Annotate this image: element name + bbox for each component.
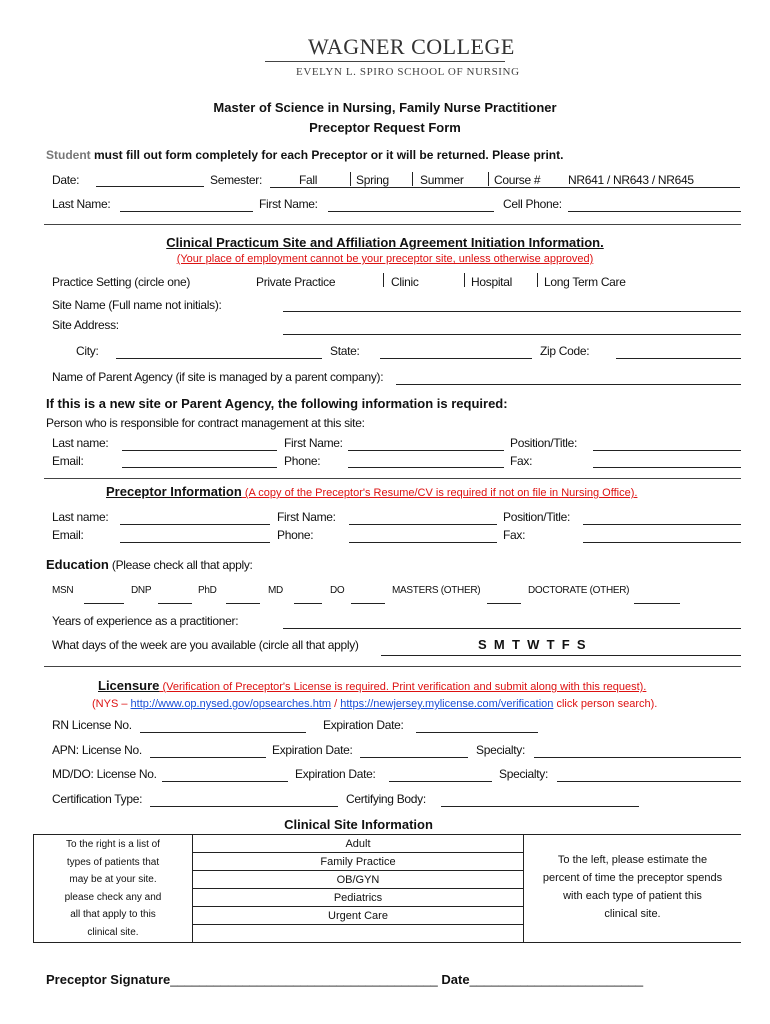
days-available-label: What days of the week are you available (circle all that apply) [52,638,359,652]
setting-ltc[interactable]: Long Term Care [544,275,626,289]
degree-msn-check[interactable] [84,603,124,604]
state-field[interactable] [380,358,532,359]
apn-license-field[interactable] [150,757,266,758]
clinical-right-cell [524,835,742,943]
newsite-firstname-field[interactable] [348,450,504,451]
left-text-line: please check any and [64,891,162,903]
education-heading-row [46,556,253,574]
degree-masters-other: MASTERS (OTHER) [392,585,481,596]
parent-agency-field[interactable] [396,384,741,385]
nys-link[interactable]: http://www.op.nysed.gov/opsearches.htm [130,698,332,710]
signature-line[interactable]: _____________________________________ [170,972,438,987]
semester-fall[interactable]: Fall [299,173,318,187]
preceptor-note: (A copy of the Preceptor's Resume/CV is required if not on file in Nursing Office). [241,487,638,499]
degree-phd-check[interactable] [226,603,260,604]
type-adult[interactable]: Adult [193,835,524,853]
licensure-heading-row [98,678,646,693]
preceptor-heading: Preceptor Information [106,484,242,499]
years-experience-field[interactable] [283,628,741,629]
degree-doctorate-other-check[interactable] [634,603,680,604]
city-field[interactable] [116,358,322,359]
setting-hospital[interactable]: Hospital [471,275,512,289]
newsite-fax-label: Fax: [510,454,533,468]
clinical-heading: Clinical Site Information [284,817,433,832]
site-address-label: Site Address: [52,318,119,332]
mddo-expiration-field[interactable] [389,781,492,782]
newsite-person: Person who is responsible for contract management at this site: [46,416,365,430]
section-rule [44,224,741,225]
nys-prefix: (NYS – [92,698,131,710]
preceptor-email-label: Email: [52,528,84,542]
apn-specialty-label: Specialty: [476,743,526,757]
rn-expiration-field[interactable] [416,732,538,733]
divider [412,172,413,186]
left-text-line: clinical site. [87,926,139,938]
cert-type-label: Certification Type: [52,792,143,806]
college-logo-school: EVELYN L. SPIRO SCHOOL OF NURSING [296,66,520,78]
clinical-table [33,834,741,943]
apn-expiration-field[interactable] [360,757,468,758]
semester-underline [270,187,740,188]
right-text-line: clinical site. [604,908,661,920]
signature-row [46,972,643,987]
newsite-email-label: Email: [52,454,84,468]
right-text-line: with each type of patient this [563,890,702,902]
setting-private[interactable]: Private Practice [256,275,336,289]
preceptor-fax-field[interactable] [583,542,741,543]
education-sub: (Please check all that apply: [108,558,253,572]
lastname-field[interactable] [120,211,253,212]
parent-agency-label: Name of Parent Agency (if site is managed by a parent company): [52,370,384,384]
degree-do-check[interactable] [351,603,385,604]
newsite-fax-field[interactable] [593,467,741,468]
state-label: State: [330,344,360,358]
form-subtitle: Preceptor Request Form [309,120,461,135]
nys-suffix: click person search). [553,698,658,710]
type-pediatrics[interactable]: Pediatrics [193,889,524,907]
apn-specialty-field[interactable] [534,757,741,758]
lastname-label: Last Name: [52,197,111,211]
degree-masters-other-check[interactable] [487,603,521,604]
divider [488,172,489,186]
newsite-firstname-label: First Name: [284,436,343,450]
degree-dnp: DNP [131,585,152,596]
rn-expiration-label: Expiration Date: [323,718,404,732]
type-family-practice[interactable]: Family Practice [193,853,524,871]
signature-label: Preceptor Signature [46,972,171,987]
degree-phd: PhD [198,585,217,596]
cellphone-label: Cell Phone: [503,197,562,211]
left-text-line: types of patients that [66,856,160,868]
cellphone-field[interactable] [568,211,741,212]
semester-label: Semester: [210,173,262,187]
degree-doctorate-other: DOCTORATE (OTHER) [528,585,630,596]
semester-summer[interactable]: Summer [420,173,464,187]
days-letters[interactable]: S M T W T F S [478,637,586,652]
apn-expiration-label: Expiration Date: [272,743,353,757]
zip-label: Zip Code: [540,344,590,358]
licensure-heading: Licensure [98,678,160,693]
preceptor-firstname-field[interactable] [349,524,497,525]
clinical-left-cell [34,835,193,943]
type-blank[interactable] [193,925,524,943]
preceptor-lastname-field[interactable] [120,524,270,525]
mddo-license-label: MD/DO: License No. [52,767,157,781]
mddo-license-field[interactable] [162,781,288,782]
preceptor-firstname-label: First Name: [277,510,336,524]
preceptor-lastname-label: Last name: [52,510,109,524]
preceptor-phone-field[interactable] [349,542,497,543]
section-rule [44,666,741,667]
site-heading: Clinical Practicum Site and Affiliation Agreement Initiation Information. [166,235,604,250]
newsite-phone-label: Phone: [284,454,321,468]
date-field[interactable] [96,186,204,187]
degree-dnp-check[interactable] [158,603,192,604]
years-experience-label: Years of experience as a practitioner: [52,614,239,628]
newsite-position-field[interactable] [593,450,741,451]
mddo-specialty-field[interactable] [557,781,741,782]
firstname-label: First Name: [259,197,318,211]
instruction [46,148,563,162]
left-text-line: all that apply to this [70,909,156,921]
instruction-text: must fill out form completely for each Preceptor or it will be returned. Please print. [90,148,564,162]
preceptor-email-field[interactable] [120,542,270,543]
divider [464,273,465,287]
left-text-line: To the right is a list of [66,839,160,850]
right-text-line: To the left, please estimate the [557,854,708,866]
site-address-field[interactable] [283,334,741,335]
date-label: Date: [52,173,80,187]
course-value: NR641 / NR643 / NR645 [568,173,694,187]
degree-md-check[interactable] [294,603,322,604]
right-text-line: percent of time the preceptor spends [542,872,723,884]
logo-rule [265,61,505,62]
cert-body-label: Certifying Body: [346,792,426,806]
course-label: Course # [494,173,541,187]
link-sep: / [331,698,341,710]
left-text-line: may be at your site. [69,874,157,886]
city-label: City: [76,344,99,358]
signature-date-label: Date [441,972,470,987]
cert-body-field[interactable] [441,806,639,807]
zip-field[interactable] [616,358,741,359]
nj-link[interactable]: https://newjersey.mylicense.com/verification [340,698,554,710]
preceptor-phone-label: Phone: [277,528,314,542]
preceptor-position-field[interactable] [583,524,741,525]
newsite-phone-field[interactable] [348,467,504,468]
newsite-position-label: Position/Title: [510,436,578,450]
preceptor-heading-row [106,484,637,499]
preceptor-fax-label: Fax: [503,528,526,542]
licensure-links [92,698,657,710]
semester-spring[interactable]: Spring [356,173,389,187]
newsite-email-field[interactable] [122,467,277,468]
college-logo-name: WAGNER COLLEGE [308,34,515,59]
newsite-lastname-field[interactable] [122,450,277,451]
licensure-note: (Verification of Preceptor's License is required. Print verification and submit along with this request). [159,681,647,693]
site-name-field[interactable] [283,311,741,312]
practice-setting-label: Practice Setting (circle one) [52,275,191,289]
preceptor-position-label: Position/Title: [503,510,571,524]
rn-license-label: RN License No. [52,718,132,732]
signature-date-line[interactable]: ________________________ [469,972,644,987]
newsite-lastname-label: Last name: [52,436,109,450]
degree-msn: MSN [52,585,74,596]
form-title: Master of Science in Nursing, Family Nurse Practitioner [213,100,557,115]
site-note: (Your place of employment cannot be your preceptor site, unless otherwise approved) [176,253,594,265]
cert-type-field[interactable] [150,806,338,807]
apn-license-label: APN: License No. [52,743,142,757]
site-name-label: Site Name (Full name not initials): [52,298,222,312]
setting-clinic[interactable]: Clinic [391,275,419,289]
newsite-heading: If this is a new site or Parent Agency, the following information is required: [46,396,508,411]
firstname-field[interactable] [328,211,494,212]
type-ob-gyn[interactable]: OB/GYN [193,871,524,889]
divider [350,172,351,186]
section-rule [44,478,741,479]
divider [383,273,384,287]
degree-do: DO [330,585,345,596]
type-urgent-care[interactable]: Urgent Care [193,907,524,925]
instruction-student: Student [46,148,91,162]
education-heading: Education [46,557,109,572]
rn-license-field[interactable] [140,732,306,733]
days-underline [381,655,741,656]
mddo-specialty-label: Specialty: [499,767,549,781]
degree-md: MD [268,585,283,596]
mddo-expiration-label: Expiration Date: [295,767,376,781]
divider [537,273,538,287]
